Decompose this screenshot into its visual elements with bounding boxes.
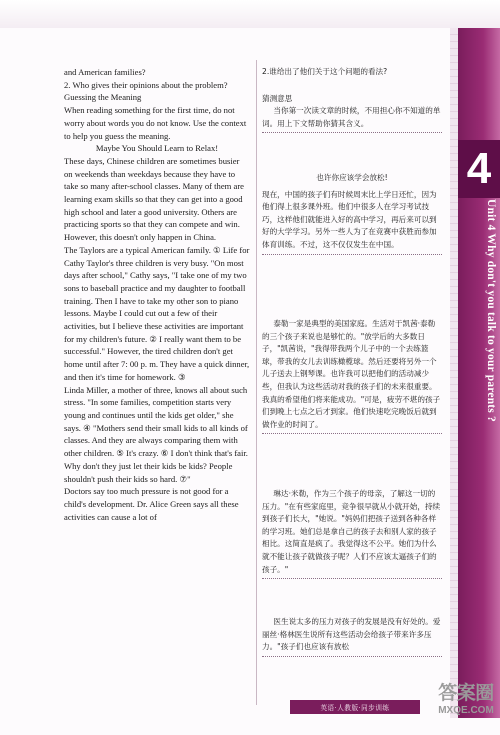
paragraph-1: These days, Chinese children are sometimes busier on weekends than weekdays because they have to take so many after-school classes. Many of them are learning exam skills so that they can get into a good high school and later a good university. Others are practicing sports so that they can compete and win. However, this doesn't only happen in China.	[64, 155, 244, 243]
top-band	[0, 0, 500, 28]
unit-sidebar	[458, 28, 500, 718]
chinese-block-2	[262, 318, 442, 434]
watermark-logo	[432, 683, 500, 733]
question-2: 2. Who gives their opinions about the problem?	[64, 79, 228, 90]
paragraph-1-cn: 现在，中国的孩子们有时候周末比上学日还忙，因为他们得上很多课外班。他们中很多人在学习考试技巧，这样他们就能进入好的高中学习，再后来可以到好的大学学习。另外一些人为了在竞赛中获胜而参加体育训练。不过，这不仅仅发生在中国。	[262, 189, 442, 255]
column-divider	[256, 60, 257, 705]
guessing-text: When reading something for the first time, do not worry about words you do not know. Use the context to help you guess the meaning.	[64, 105, 247, 141]
question-2-cn: 2.谁给出了他们关于这个问题的看法?	[262, 67, 388, 76]
paragraph-3-cn: 琳达·米勒，作为三个孩子的母亲，了解这一切的压力。"在有些家庭里，竞争很早就从小就开始，持续到孩子们长大，"她说。"妈妈们把孩子送到各种各样的学习班。她们总是拿自己的孩子去和别人家的孩子相比。这简直是疯了。我觉得这不公平。她们为什么就不能让孩子就做孩子呢？人们不应该太逼孩子们的孩子。"	[262, 488, 442, 579]
paragraph-4: Doctors say too much pressure is not good for a child's development. Dr. Alice Green says all these activities can cause a lot of	[64, 486, 239, 522]
guessing-text-cn: 当你第一次读文章的时候，不用担心你不知道的单词。用上下文帮助你猜其含义。	[262, 105, 442, 133]
chinese-block-4	[262, 616, 442, 657]
paragraph-2: The Taylors are a typical American family. ① Life for Cathy Taylor's three children is very busy. "On most days after school," Cathy says, "I take one of my two sons to baseball practice and my daughter to football training. Then I have to take my other son to piano lessons. Maybe I could cut out a few of their activities, but I believe these activities are important for my children's future. ② I really want them to be successful." However, the tired children don't get home until after 7: 00 p. m. They have a quick dinner, and then it's time for homework. ③	[64, 244, 250, 382]
text-line: and American families?	[64, 67, 146, 77]
unit-title-vertical	[461, 198, 497, 422]
unit-title-text: Unit 4 Why don't you talk to your parents ?	[485, 198, 497, 422]
guessing-heading-cn: 猜测意思	[262, 93, 293, 103]
chinese-top-section	[262, 66, 442, 133]
chinese-block-1	[262, 172, 442, 255]
logo-main-text: 答案圈	[438, 683, 494, 704]
page-edge-marks	[450, 28, 458, 718]
logo-sub-text: MXQE.COM	[438, 705, 494, 716]
paragraph-3: Linda Miller, a mother of three, knows all about such stress. "In some families, competition starts very young and continues until the kids get older," she says. ④ "Mothers send their small kids to all kinds of classes. And they are always comparing them with other children. ⑤ It's crazy. ⑥ I don't think that's fair. Why don't they just let their kids be kids? People shouldn't push their kids so hard. ⑦"	[64, 384, 248, 484]
footer-bar	[290, 700, 420, 714]
guessing-heading: Guessing the Meaning	[64, 92, 142, 103]
paragraph-4-cn: 医生说太多的压力对孩子的发展是没有好处的。爱丽丝·格林医生说所有这些活动会给孩子带来许多压力。"孩子们也应该有放松	[262, 616, 442, 657]
passage-title: Maybe You Should Learn to Relax!	[95, 143, 219, 154]
chinese-block-3	[262, 488, 442, 579]
footer-text: 英语·人教版·同步训练	[320, 704, 390, 712]
paragraph-2-cn: 泰勒一家是典型的美国家庭。生活对于凯茜·泰勒的三个孩子来说也是够忙的。"放学后的大多数日子，"凯茜说，"我得带我两个儿子中的一个去练篮球，带我的女儿去训练橄榄球。然后还要将另外一个儿子送去上钢琴课。也许我可以把他们的活动减少些，但我认为这些活动对我的孩子们的未来很重要。我真的希望他们将来能成功。"可是，疲劳不堪的孩子们到晚上七点之后才到家。他们快速吃完晚饭后就到做作业的时间了。	[262, 318, 442, 434]
passage-title-cn: 也许你应该学会放松!	[316, 173, 388, 182]
english-column	[64, 66, 250, 523]
unit-number: 4	[458, 140, 500, 198]
